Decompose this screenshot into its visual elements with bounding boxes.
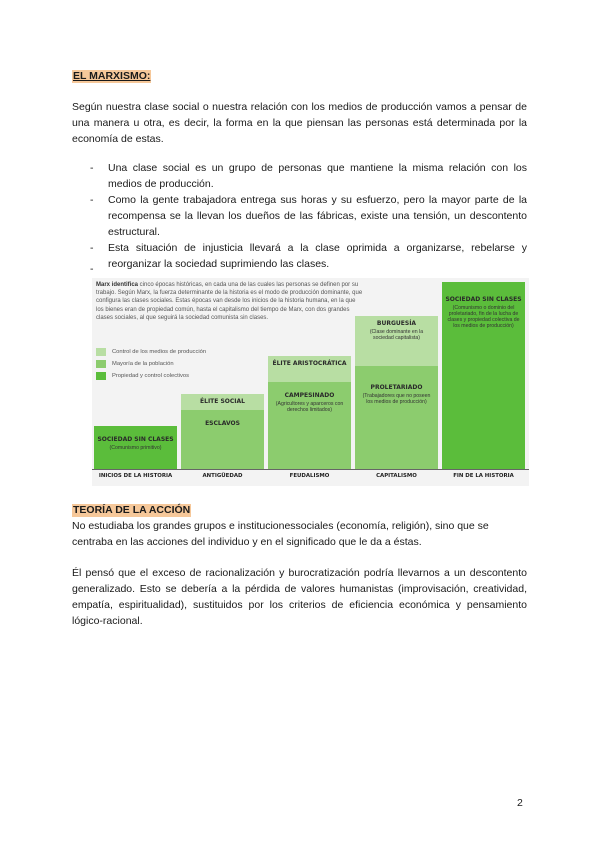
block-esclavos <box>181 410 264 470</box>
bullet-text: Esta situación de injusticia llevará a la clase oprimida a organizarse, rebelarse y reorganizar la sociedad suprimiendo las clases. <box>108 242 527 270</box>
infographic-description <box>96 281 364 322</box>
teoria-accion-paragraph-2: Él pensó que el exceso de racionalización y burocratización podría llevarnos a un descontento generalizado. Esto se debería a la pérdida de valores humanistas (improvisación, creatividad, empatía, espiritualidad), sustituidos por los criterios de eficiencia económica y pensamiento lógico-racional. <box>72 567 527 627</box>
block-title: PROLETARIADO <box>370 384 423 391</box>
block-title: ÉLITE SOCIAL <box>200 398 245 405</box>
axis-label: CAPITALISMO <box>376 473 417 479</box>
axis-label: FIN DE LA HISTORIA <box>453 473 514 479</box>
block-sociedad-sin-clases-primitiva <box>94 426 177 470</box>
legend-label: Control de los medios de producción <box>112 349 207 355</box>
block-elite-social <box>181 394 264 410</box>
section-heading-teoria-accion: TEORÍA DE LA ACCIÓN <box>73 504 191 516</box>
marxismo-bullet-list <box>90 160 527 272</box>
legend-label: Propiedad y control colectivos <box>112 373 190 379</box>
epoch-column-capitalismo <box>355 316 438 470</box>
page-number: 2 <box>517 797 523 809</box>
block-subtitle: (Trabajadores que no poseen los medios de producción) <box>362 392 431 405</box>
marxismo-intro-paragraph: Según nuestra clase social o nuestra relación con los medios de producción vamos a pensar de una manera u otra, es decir, la forma en la que piensan las personas está determinada por la economía de estas. <box>72 101 527 145</box>
block-subtitle: (Clase dominante en la sociedad capitalista) <box>369 328 424 341</box>
block-burguesia <box>355 316 438 366</box>
bullet-dash: - <box>90 162 94 174</box>
epoch-column-antiguedad <box>181 394 264 470</box>
empty-bullet-dash: - <box>90 263 94 275</box>
block-subtitle: (Comunismo primitivo) <box>109 444 162 451</box>
block-title: BURGUESÍA <box>376 320 417 327</box>
bullet-text: Una clase social es un grupo de personas que mantiene la misma relación con los medios de producción. <box>108 162 527 190</box>
bullet-dash: - <box>90 194 94 206</box>
bullet-item <box>90 240 527 272</box>
bullet-text: Como la gente trabajadora entrega sus horas y su esfuerzo, pero la mayor parte de la recompensa se la llevan los dueños de las fábricas, existe una tensión, un descontento estructural. <box>108 194 527 238</box>
block-subtitle: (Comunismo o dominio del proletariado, fin de la lucha de clases y propiedad colectiva de los medios de producción) <box>447 304 520 330</box>
epoch-column-fin-historia <box>442 282 525 470</box>
legend-item <box>96 346 206 358</box>
infographic-description-bold: Marx identifica <box>96 282 139 288</box>
block-title: SOCIEDAD SIN CLASES <box>445 296 522 303</box>
axis-label: FEUDALISMO <box>289 473 330 479</box>
legend-label: Mayoría de la población <box>112 361 174 367</box>
legend-item <box>96 358 206 370</box>
axis-label: ANTIGÜEDAD <box>202 473 243 479</box>
legend-item <box>96 370 206 382</box>
infographic-legend <box>96 346 206 382</box>
block-title: SOCIEDAD SIN CLASES <box>97 436 174 443</box>
section-heading-marxismo: EL MARXISMO: <box>73 70 151 82</box>
epoch-column-inicios <box>94 426 177 470</box>
infographic-description-text: cinco épocas históricas, en cada una de las cuales las personas se definen por su trabajo. Según Marx, la fuerza determinante de la historia es el modo de producción dominante, que configura las clases sociales. Estas épocas van desde los inicios de la historia humana, en la que los bienes eran de propiedad común, hasta el capitalismo del tiempo de Marx, con dos grandes clases sociales, al que seguirá la sociedad comunista sin clases. <box>96 282 363 321</box>
bullet-dash: - <box>90 242 94 254</box>
block-sociedad-sin-clases-final <box>442 282 525 470</box>
epoch-timeline-axis <box>92 469 529 486</box>
block-subtitle: (Agricultores y aparceros con derechos limitados) <box>275 400 344 413</box>
teoria-accion-paragraph-1: No estudiaba los grandes grupos e institucionessociales (economía, religión), sino que se centraba en las acciones del individuo y en el significado que le da a éstas. <box>72 520 489 548</box>
epoch-column-feudalismo <box>268 356 351 470</box>
legend-swatch-light <box>96 348 106 356</box>
block-title: CAMPESINADO <box>284 392 335 399</box>
legend-swatch-mid <box>96 360 106 368</box>
block-title: ESCLAVOS <box>205 420 240 427</box>
block-campesinado <box>268 382 351 470</box>
axis-label: INICIOS DE LA HISTORIA <box>98 473 173 479</box>
block-elite-aristocratica <box>268 356 351 382</box>
legend-swatch-dark <box>96 372 106 380</box>
block-proletariado <box>355 366 438 470</box>
bullet-item <box>90 192 527 240</box>
bullet-item <box>90 160 527 192</box>
block-title: ÉLITE ARISTOCRÁTICA <box>272 360 347 367</box>
marx-epochs-infographic <box>92 278 529 486</box>
